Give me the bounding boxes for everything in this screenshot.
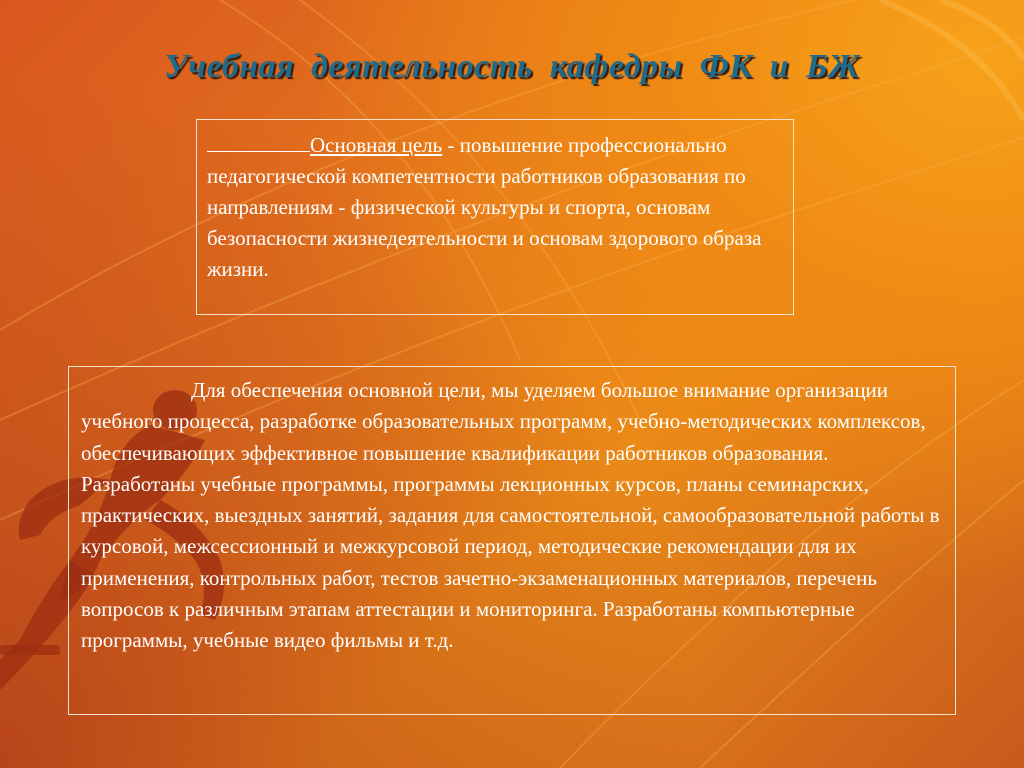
support-text: Для обеспечения основной цели, мы уделяем большое внимание организации учебного процесса, разработке образовательных программ, учебно-методических комплексов, обеспечивающих эффективное повышение квалификации работников образования. Разработаны учебные программы, программы лекционных курсов, планы семинарских, практических, выездных занятий, задания для самостоятельной, самообразовательной работы в курсовой, межсессионный и межкурсовой период, методические рекомендации для их применения, контрольных работ, тестов зачетно-экзаменационных материалов, перечень вопросов к различным этапам аттестации и мониторинга. Разработаны компьютерные программы, учебные видео фильмы и т.д. [81, 378, 940, 653]
underline-blank [207, 131, 310, 152]
goal-text: - повышение профессионально педагогической компетентности работников образования по направлениям - физической культуры и спорта, основам безопасности жизнедеятельности и основам здорового образа жизни. [207, 133, 762, 281]
goal-box [196, 119, 794, 315]
goal-label: Основная цель [310, 133, 443, 157]
support-box [68, 366, 956, 715]
slide-title: Учебная деятельность кафедры ФК и БЖ [164, 48, 860, 85]
